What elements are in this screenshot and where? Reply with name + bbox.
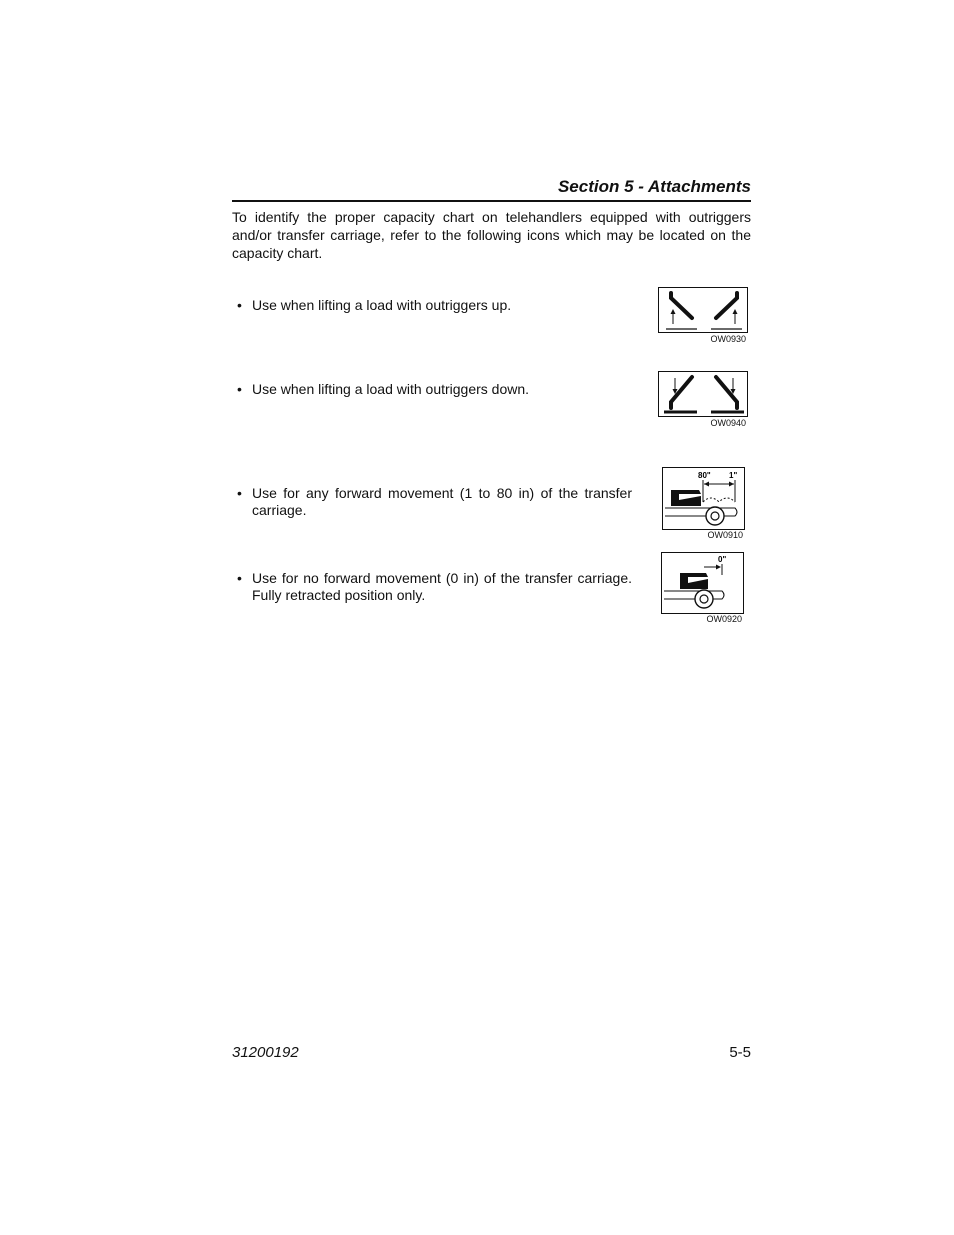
dim-label-1: 1" [729, 471, 738, 480]
icon-code: OW0910 [707, 530, 743, 540]
bullet-dot: • [237, 485, 242, 501]
icon-code: OW0930 [710, 334, 746, 344]
section-title: Section 5 - Attachments [557, 177, 751, 196]
header-rule [232, 200, 751, 202]
bullet-item-transfer-forward [237, 485, 632, 519]
icon-code: OW0940 [710, 418, 746, 428]
outriggers-up-icon [658, 287, 748, 333]
bullet-dot: • [237, 381, 242, 397]
document-number: 31200192 [232, 1044, 299, 1061]
bullet-text: Use for any forward movement (1 to 80 in) of the transfer carriage. [252, 485, 632, 518]
bullet-text: Use for no forward movement (0 in) of the transfer carriage. Fully retracted position only. [252, 570, 632, 603]
bullet-item-transfer-retracted [237, 570, 632, 604]
bullet-dot: • [237, 297, 242, 313]
dim-label-0: 0" [718, 555, 727, 564]
transfer-carriage-retracted-icon [661, 552, 744, 614]
page-number: 5-5 [729, 1044, 751, 1061]
transfer-carriage-forward-icon [662, 467, 745, 530]
icon-code: OW0920 [706, 614, 742, 624]
intro-paragraph: To identify the proper capacity chart on telehandlers equipped with outriggers and/or transfer carriage, refer to the following icons which may be located on the capacity chart. [232, 209, 751, 261]
bullet-text: Use when lifting a load with outriggers down. [252, 381, 530, 397]
bullet-text: Use when lifting a load with outriggers up. [252, 297, 512, 313]
bullet-item-outriggers-down [237, 381, 617, 398]
bullet-item-outriggers-up [237, 297, 617, 314]
bullet-dot: • [237, 570, 242, 586]
outriggers-down-icon [658, 371, 748, 417]
dim-label-80: 80" [698, 471, 711, 480]
